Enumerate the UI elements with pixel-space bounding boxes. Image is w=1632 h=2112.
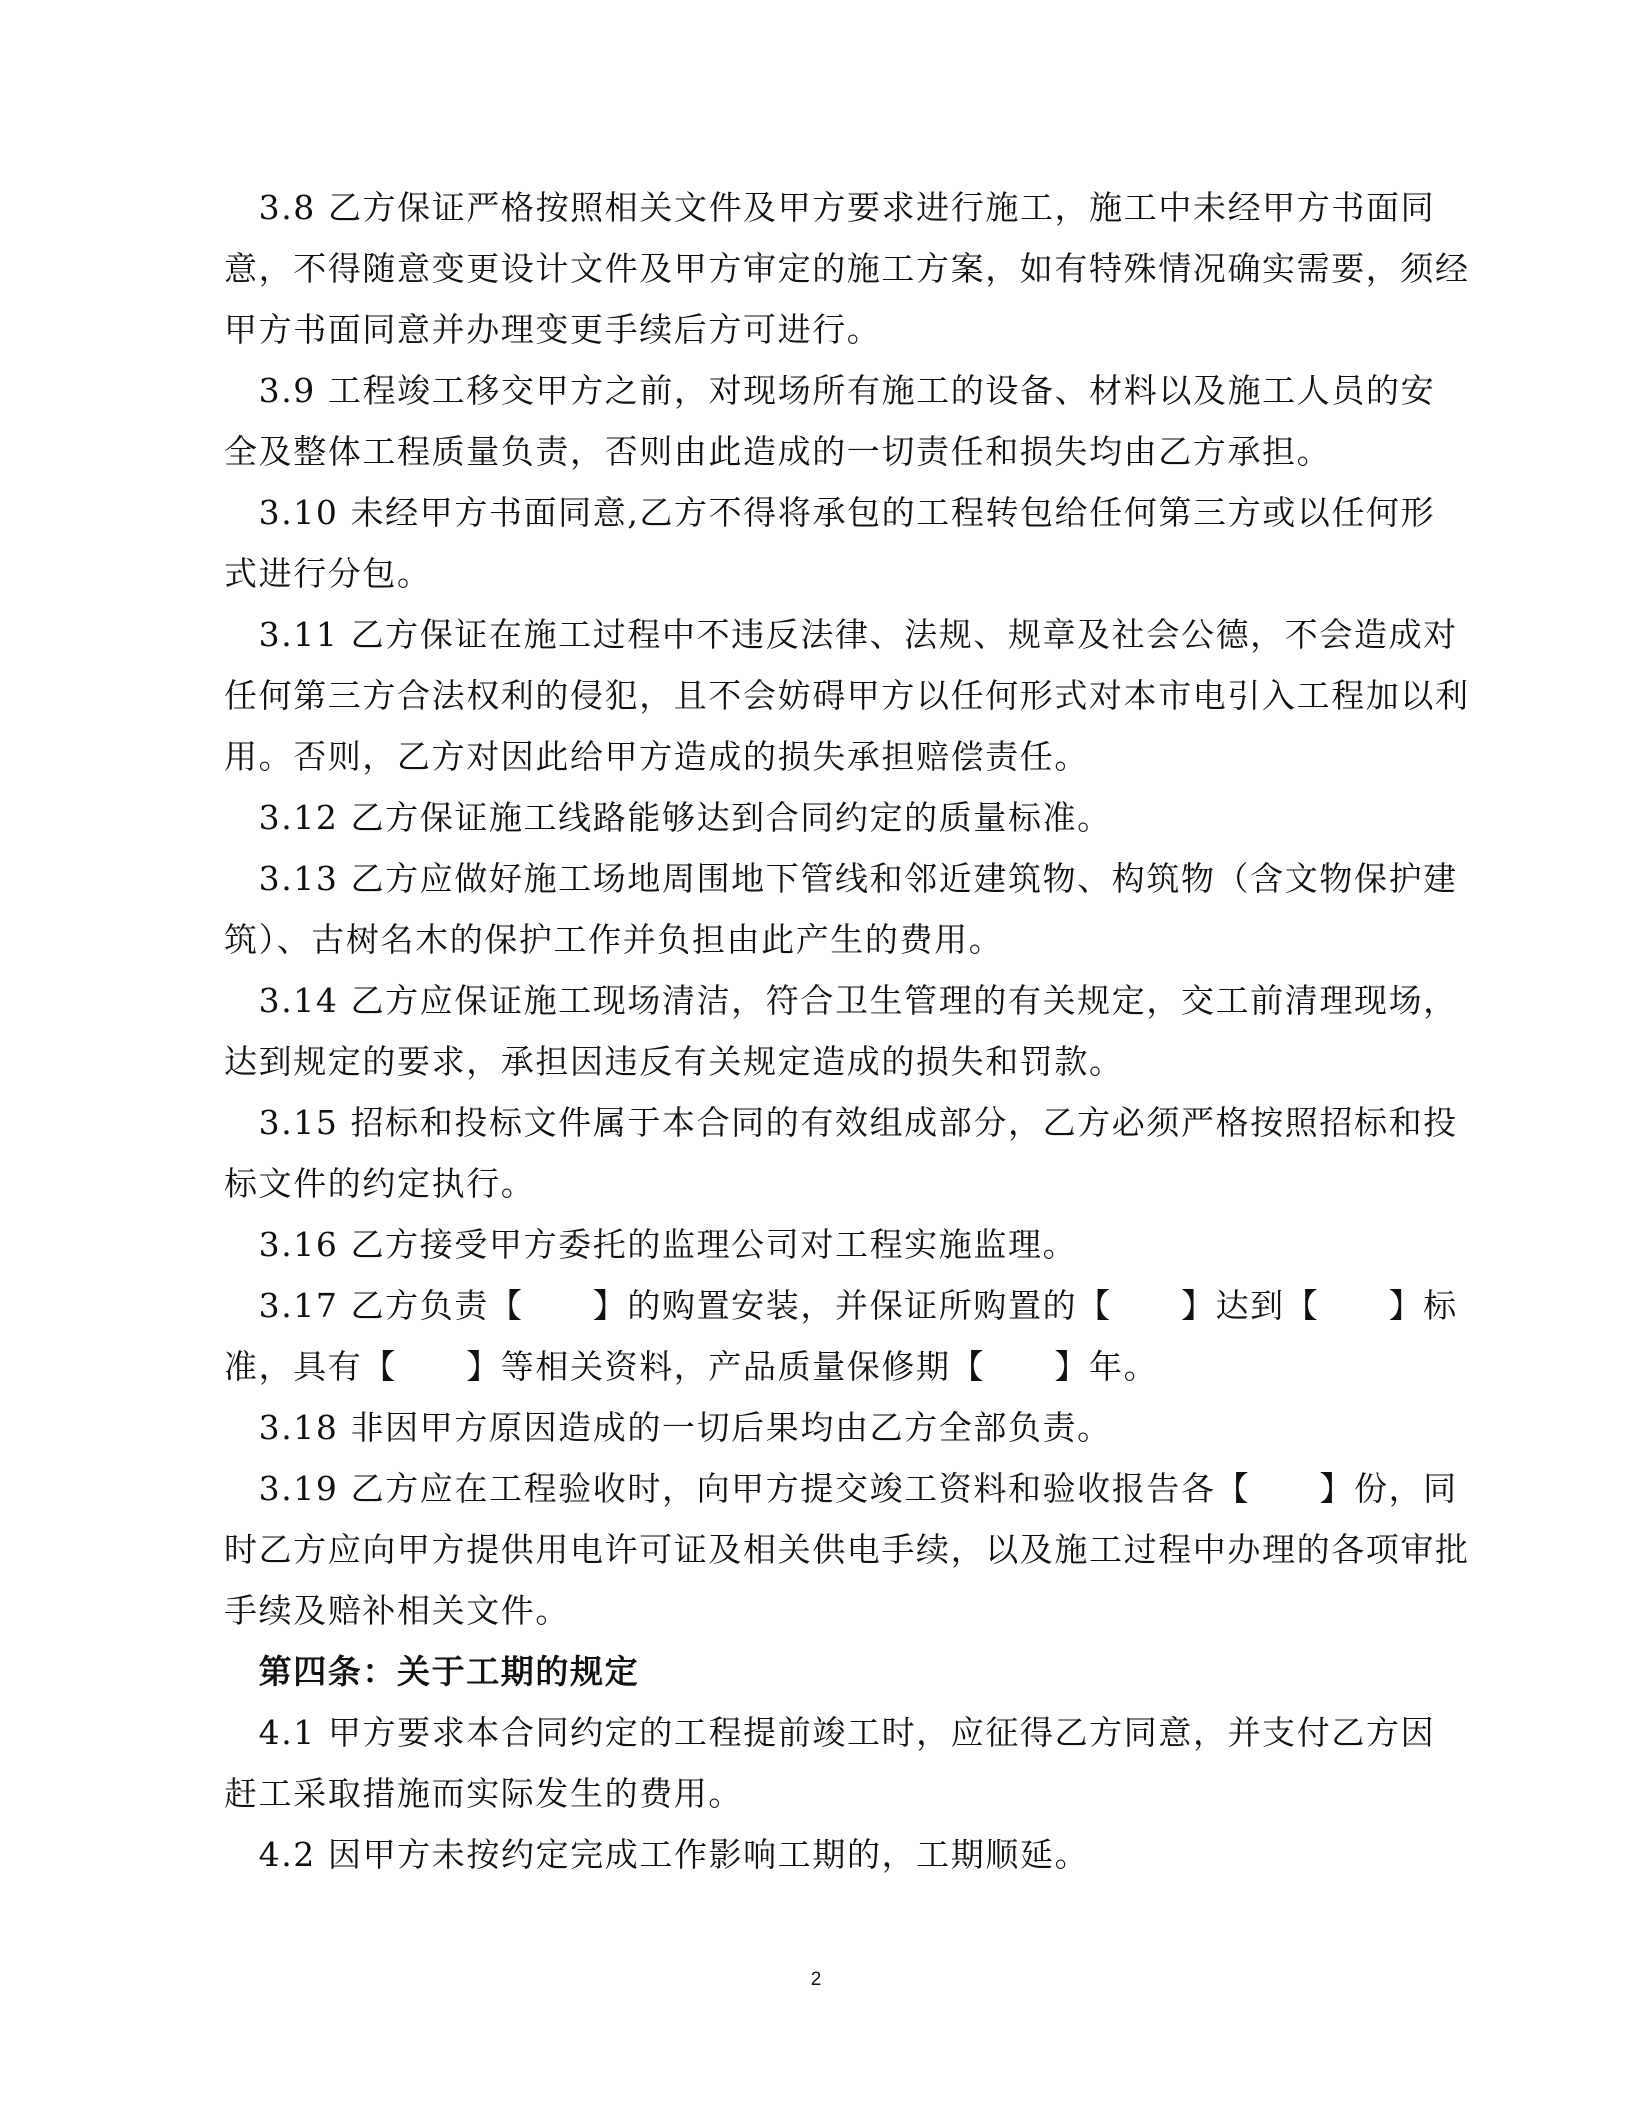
clause-3-8-line-2: 意，不得随意变更设计文件及甲方审定的施工方案，如有特殊情况确实需要，须经 <box>224 249 1470 288</box>
article-4-heading: 第四条：关于工期的规定 <box>224 1652 640 1691</box>
clause-3-8-line-1: 3.8 乙方保证严格按照相关文件及甲方要求进行施工，施工中未经甲方书面同 <box>224 188 1436 227</box>
clause-4-2-line-1: 4.2 因甲方未按约定完成工作影响工期的，工期顺延。 <box>224 1835 1090 1874</box>
clause-4-1-line-1: 4.1 甲方要求本合同约定的工程提前竣工时，应征得乙方同意，并支付乙方因 <box>224 1713 1436 1752</box>
clause-3-10-line-2: 式进行分包。 <box>224 554 432 593</box>
clause-3-17-line-1: 3.17 乙方负责【 】的购置安装，并保证所购置的【 】达到【 】标 <box>224 1286 1458 1325</box>
clause-3-13-line-2: 筑）、古树名木的保护工作并负担由此产生的费用。 <box>224 920 1004 959</box>
clause-3-11-line-3: 用。否则，乙方对因此给甲方造成的损失承担赔偿责任。 <box>224 737 1089 776</box>
clause-3-14-line-1: 3.14 乙方应保证施工现场清洁，符合卫生管理的有关规定，交工前清理现场， <box>224 981 1458 1020</box>
clause-3-11-line-1: 3.11 乙方保证在施工过程中不违反法律、法规、规章及社会公德，不会造成对 <box>224 615 1458 654</box>
clause-3-12-line-1: 3.12 乙方保证施工线路能够达到合同约定的质量标准。 <box>224 798 1112 837</box>
clause-3-15-line-1: 3.15 招标和投标文件属于本合同的有效组成部分，乙方必须严格按照招标和投 <box>224 1103 1458 1142</box>
clause-3-16-line-1: 3.16 乙方接受甲方委托的监理公司对工程实施监理。 <box>224 1225 1078 1264</box>
clause-3-19-line-1: 3.19 乙方应在工程验收时，向甲方提交竣工资料和验收报告各【 】份，同 <box>224 1469 1458 1508</box>
clause-4-1-line-2: 赶工采取措施而实际发生的费用。 <box>224 1774 743 1813</box>
clause-3-8-line-3: 甲方书面同意并办理变更手续后方可进行。 <box>224 310 882 349</box>
clause-3-9-line-2: 全及整体工程质量负责，否则由此造成的一切责任和损失均由乙方承担。 <box>224 432 1332 471</box>
clause-3-11-line-2: 任何第三方合法权利的侵犯，且不会妨碍甲方以任何形式对本市电引入工程加以利 <box>224 676 1470 715</box>
clause-3-13-line-1: 3.13 乙方应做好施工场地周围地下管线和邻近建筑物、构筑物（含文物保护建 <box>224 859 1458 898</box>
clause-3-14-line-2: 达到规定的要求，承担因违反有关规定造成的损失和罚款。 <box>224 1042 1124 1081</box>
clause-3-9-line-1: 3.9 工程竣工移交甲方之前，对现场所有施工的设备、材料以及施工人员的安 <box>224 371 1436 410</box>
clause-3-19-line-2: 时乙方应向甲方提供用电许可证及相关供电手续，以及施工过程中办理的各项审批 <box>224 1530 1470 1569</box>
clause-3-17-line-2: 准，具有【 】等相关资料，产品质量保修期【 】年。 <box>224 1347 1159 1386</box>
clause-3-15-line-2: 标文件的约定执行。 <box>224 1164 536 1203</box>
clause-3-18-line-1: 3.18 非因甲方原因造成的一切后果均由乙方全部负责。 <box>224 1408 1112 1447</box>
page-number: 2 <box>810 1969 822 1990</box>
clause-3-10-line-1: 3.10 未经甲方书面同意,乙方不得将承包的工程转包给任何第三方或以任何形 <box>224 493 1436 532</box>
clause-3-19-line-3: 手续及赔补相关文件。 <box>224 1591 570 1630</box>
